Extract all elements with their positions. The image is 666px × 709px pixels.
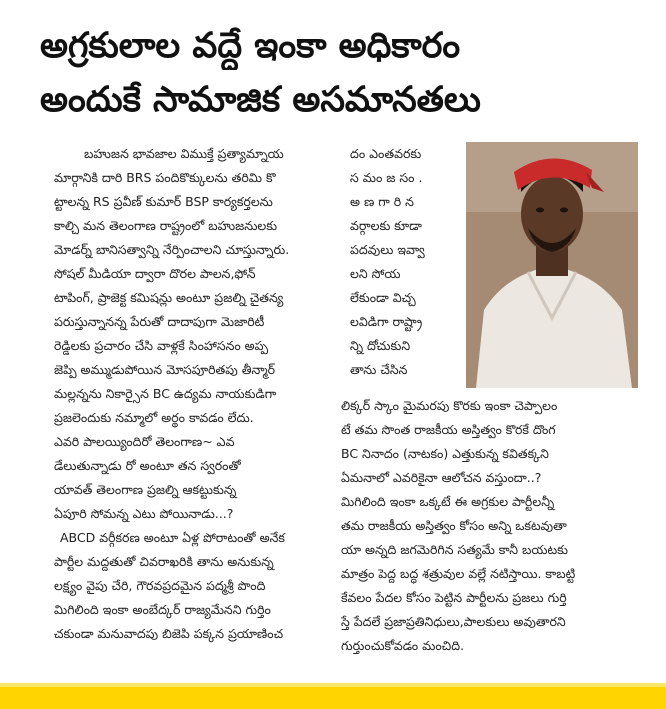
article-line: ట్టాలన్న RS ప్రవీణ్ కుమార్ BSP కార్యకర్తలను — [54, 194, 273, 209]
article-line: ప్రజలెందుకు నమ్మాలో అర్థం కావడం లేదు. — [54, 410, 254, 425]
face — [521, 176, 583, 252]
article-line: సోషల్ మీడియా ద్వారా దొరల పాలన,ఫోన్ — [54, 266, 256, 281]
article-line: లేకుండా విచ్చ — [350, 290, 416, 305]
article-line: ఏమనాలో ఎవరికైనా ఆలోచన వస్తుందా..? — [341, 470, 542, 485]
article-line: రెడ్డిలకు ప్రచారం చేసి వాళ్లకే సింహాసనం అప్ప — [54, 338, 269, 353]
article-line: మోడర్న్ బానిసత్వాన్ని నేర్పించాలని చూస్తున్నారు. — [54, 242, 290, 257]
article-line: BC నినాదం (నాటకం) ఎత్తుకున్న కవితక్కని — [341, 446, 549, 461]
article-line: లిక్కర్ స్కాం మైమరపు కొరకు ఇంకా చెప్పాలం — [341, 398, 558, 413]
article-line: టాపింగ్, ప్రాజెక్ట కమిషన్లు అంటూ ప్రజల్ని చైతన్య — [54, 290, 284, 305]
article-line: మాత్రం పెద్ద బద్ధ శత్రువుల వల్లే నటిస్తాయి. కాబట్టి — [341, 566, 576, 581]
article-line: ABCD వర్గీకరణ అంటూ ఏళ్ల పోరాటంతో అనేక — [60, 530, 285, 545]
article-line: చకుండా మనువాదపు బిజెపి పక్కన ప్రయాణించ — [54, 626, 284, 641]
article-line: డేలుతున్నాడు రో అంటూ తన స్వరంతో — [54, 458, 241, 473]
article-line: కేవలం పేదల కోసం పెట్టిన పార్టీలను ప్రజలు గుర్తి — [341, 590, 567, 605]
article-line: అ ణ గా రి న — [350, 194, 414, 209]
article-line: జెప్పి అమ్ముడుపోయిన మోసపూరితపు తీన్మార్ — [54, 362, 276, 377]
article-line: మిగిలింది ఇంకా ఒక్కటే ఈ అగ్రకుల పార్టీలన్నీ — [341, 494, 555, 509]
article-line: బహుజన భావజాల విముక్తే ప్రత్యామ్నాయ — [84, 146, 284, 161]
article-line: పరుస్తున్నానన్న పేరుతో దాదాపుగా మెజారిటీ — [54, 314, 265, 329]
article-line: పార్టీల మద్దతుతో చివరాఖరికి తాను అనుకున్న — [54, 554, 274, 569]
article-line: టే తమ సొంత రాజకీయ అస్తిత్వం కొరకే దొంగ — [341, 422, 556, 437]
article-line: గుర్తుంచుకోవడం మంచిది. — [341, 638, 465, 653]
headline-line-1: అగ్రకులాల వద్దే ఇంకా అధికారం — [40, 26, 461, 66]
article-line: వర్గాలకు కూడా — [350, 218, 422, 233]
portrait-illustration — [466, 142, 638, 388]
article-line: లక్ష్యం వైపు చేరి, గౌరవప్రదమైన పద్మశ్రీ పొంది — [54, 578, 266, 593]
article-line: పదవులు ఇవ్వా — [350, 242, 425, 257]
article-line: దం ఎంతవరకు — [350, 146, 422, 161]
accent-bar — [0, 687, 666, 709]
article-line: ఎవరి పాలయ్యిందిరో తెలంగాణ~ ఎవ — [54, 434, 235, 449]
article-line: లవిడిగా రాష్ట్రా — [350, 314, 423, 329]
article-line: తమ రాజకీయ అస్తిత్వం కోసం అన్ని ఒకటవుతా — [341, 518, 567, 533]
right-eye — [560, 208, 568, 213]
article-line: కాల్చి మన తెలంగాణ రాష్ట్రంలో బహుజనులకు — [54, 218, 278, 233]
article-line: మల్లన్నను నికార్సైన BC ఉద్యమ నాయకుడిగా — [54, 386, 277, 401]
headline-line-2: అందుకే సామాజిక అసమానతలు — [40, 80, 481, 120]
article-line: యావత్ తెలంగాణ ప్రజల్ని ఆకట్టుకున్న — [54, 482, 237, 497]
article-line: మార్గానికి దారి BRS పందికొక్కులను తరిమి కొ — [54, 170, 276, 185]
left-eye — [536, 208, 544, 213]
article-line: స్తే పేదలే ప్రజాప్రతినిధులు,పాలకులు అవుతారని — [341, 614, 566, 629]
article-line: స మం జ సం . — [350, 170, 423, 185]
article-line: లని సోయ — [350, 266, 401, 281]
article-line: ఏపూరి సోమన్న ఎటు పోయినాడు...? — [54, 506, 234, 521]
article-line: మిగిలింది ఇంకా అంబేద్కర్ రాజ్యమేనని గుర్తిం — [54, 602, 271, 617]
article-line: తాను చేసిన — [350, 362, 408, 377]
article-line: యా అన్నది జగమెరిగిన సత్యమే కానీ బయటకు — [341, 542, 568, 557]
portrait-photo — [466, 142, 638, 388]
article-line: న్ని దోచుకుని — [350, 338, 411, 353]
